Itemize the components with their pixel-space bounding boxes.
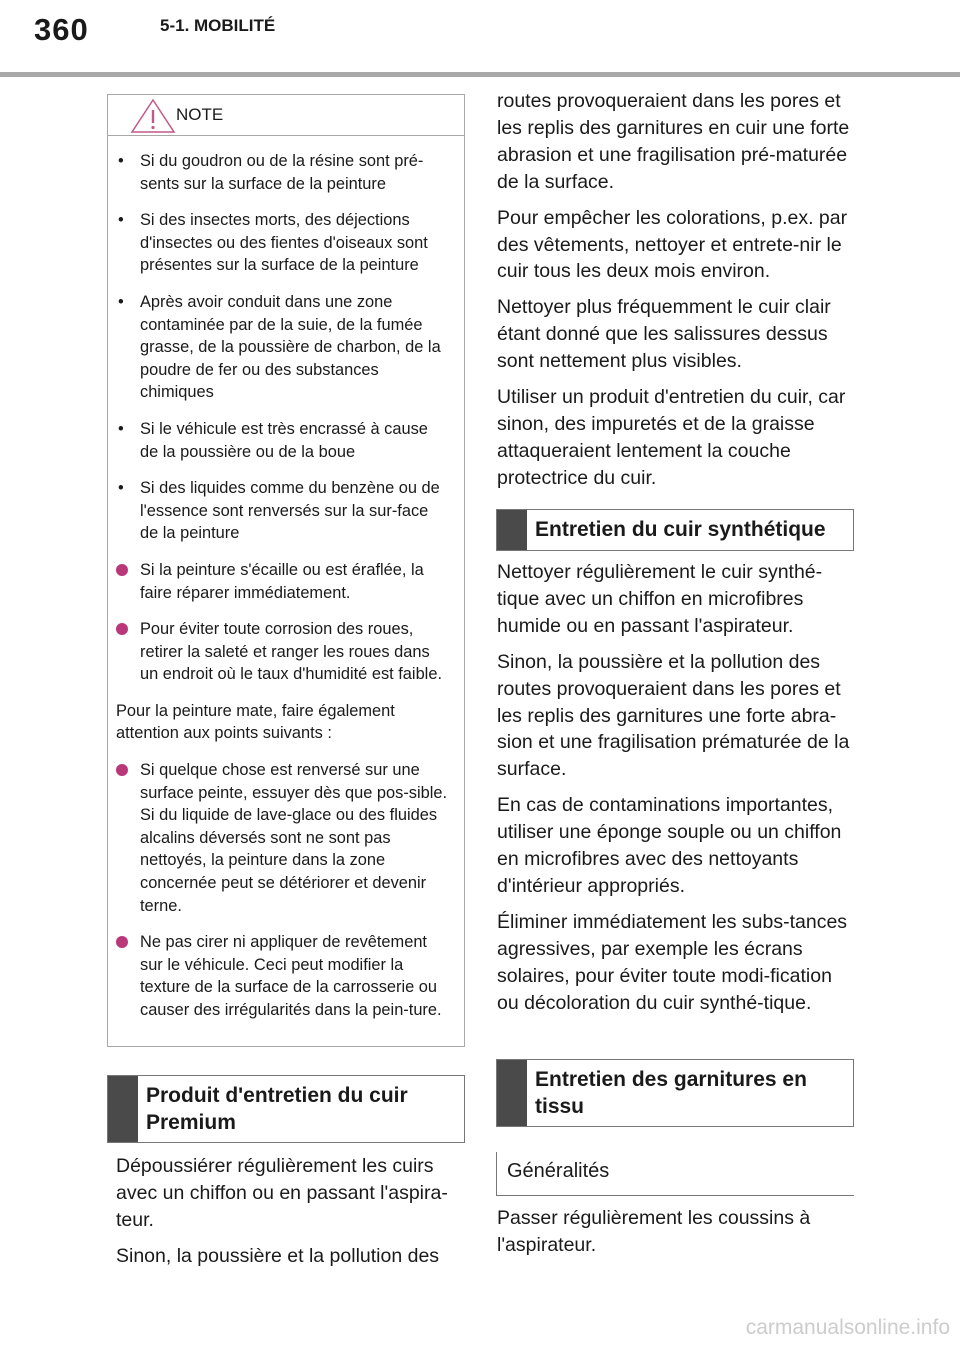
note-box: [107, 94, 465, 1047]
note-bullet-item: [116, 150, 450, 195]
right-column-text-synthetique: [497, 559, 857, 1026]
note-item-text: Si du goudron ou de la résine sont pré-sents sur la surface de la peinture: [140, 152, 424, 193]
page-header: [0, 0, 960, 76]
subheading-generalites: [496, 1152, 854, 1196]
bullet-mark-icon: •: [118, 479, 124, 498]
bullet-mark-icon: •: [118, 152, 124, 170]
chapter-title: 5-1. MOBILITÉ: [160, 16, 276, 35]
header-rule: [0, 72, 960, 77]
note-dot-item: [116, 931, 450, 1021]
right-column-text-tissu: [497, 1205, 857, 1268]
note-item-text: Si le véhicule est très encrassé à cause de la poussière ou de la boue: [140, 419, 428, 461]
note-item-text: Si des liquides comme du benzène ou de l'essence sont renversés sur la sur-face de la peinture: [140, 479, 440, 543]
note-item-text: Si quelque chose est renversé sur une surface peinte, essuyer dès que pos-sible. Si du liquide de lave-glace ou des fluides alcalins déversés sont ne sont pas nettoyés, la peinture dans la zone concernée peut se détériorer et devenir terne.: [140, 761, 448, 915]
paragraph: Sinon, la poussière et la pollution des routes provoqueraient dans les pores et les replis des garnitures une forte abra-sion et une fragilisation prématurée de la surface.: [497, 650, 850, 781]
section-heading-cuir-premium: [107, 1075, 465, 1143]
note-dot-item: [116, 559, 450, 604]
warning-triangle-icon: [130, 98, 176, 139]
bullet-mark-icon: •: [118, 419, 124, 438]
paragraph: En cas de contaminations importantes, utiliser une éponge souple ou un chiffon en microfibres avec des nettoyants d'intérieur appropriés.: [497, 794, 842, 897]
page-number: 360: [34, 12, 89, 47]
bullet-dot-icon: [116, 564, 128, 576]
note-paragraph: [116, 700, 450, 745]
note-bullet-item: [116, 209, 450, 277]
section-tab-marker: [497, 1060, 527, 1126]
note-item-text: Pour la peinture mate, faire également attention aux points suivants :: [116, 701, 395, 743]
section-heading-cuir-synthetique: [496, 509, 854, 551]
note-item-text: Pour éviter toute corrosion des roues, retirer la saleté et ranger les roues dans un endroit où le taux d'humidité est faible.: [140, 620, 442, 684]
note-item-text: Ne pas cirer ni appliquer de revêtement sur le véhicule. Ceci peut modifier la texture de la surface de la carrosserie ou causer des irrégularités dans la pein-ture.: [140, 933, 442, 1019]
note-bullet-item: [116, 477, 450, 545]
bullet-dot-icon: [116, 764, 128, 776]
note-header: [108, 95, 464, 136]
section-tab-marker: [497, 510, 527, 550]
note-dot-item: [116, 759, 450, 917]
paragraph: Éliminer immédiatement les subs-tances agressives, par exemple les écrans solaires, pour éviter toute modi-fication ou décoloration du cuir synthé-tique.: [497, 910, 848, 1014]
right-column-text-top: [497, 88, 857, 501]
section-heading-garnitures-tissu: [496, 1059, 854, 1127]
bullet-mark-icon: •: [118, 292, 124, 311]
section-heading-label: Entretien du cuir synthétique: [535, 518, 826, 541]
note-item-text: Si des insectes morts, des déjections d'insectes ou des fientes d'oiseaux sont présentes sur la surface de la peinture: [140, 211, 428, 275]
left-column-text: [116, 1153, 461, 1279]
watermark: carmanualsonline.info: [745, 1316, 950, 1339]
note-bullet-item: [116, 291, 450, 404]
section-heading-label: Entretien des garnitures en tissu: [535, 1068, 807, 1118]
paragraph: Utiliser un produit d'entretien du cuir, car sinon, des impuretés et de la graisse attaqueraient lentement la couche protectrice du cuir.: [497, 386, 846, 489]
note-item-text: Après avoir conduit dans une zone contaminée par de la suie, de la fumée grasse, de la poussière de charbon, de la poudre de fer ou des substances chimiques: [140, 292, 441, 402]
note-dot-item: [116, 618, 450, 686]
section-tab-marker: [108, 1076, 138, 1142]
subheading-label: Généralités: [507, 1160, 610, 1182]
note-bullet-item: [116, 418, 450, 463]
note-item-text: Si la peinture s'écaille ou est éraflée, la faire réparer immédiatement.: [140, 560, 424, 602]
paragraph: Nettoyer plus fréquemment le cuir clair étant donné que les salissures dessus sont nettement plus visibles.: [497, 296, 831, 373]
note-body: [108, 136, 464, 1022]
paragraph: Nettoyer régulièrement le cuir synthé-tique avec un chiffon en microfibres humide ou en passant l'aspirateur.: [497, 561, 823, 637]
paragraph: Passer régulièrement les coussins à l'aspirateur.: [497, 1207, 811, 1256]
section-heading-label: Produit d'entretien du cuir Premium: [146, 1084, 408, 1134]
bullet-mark-icon: •: [118, 211, 124, 230]
bullet-dot-icon: [116, 623, 128, 635]
paragraph: Dépoussiérer régulièrement les cuirs avec un chiffon ou en passant l'aspira-teur.: [116, 1155, 448, 1231]
paragraph: Pour empêcher les colorations, p.ex. par des vêtements, nettoyer et entrete-nir le cuir tous les deux mois environ.: [497, 206, 848, 283]
paragraph: Sinon, la poussière et la pollution des: [116, 1244, 440, 1267]
note-title: NOTE: [176, 105, 224, 124]
paragraph: routes provoqueraient dans les pores et les replis des garnitures en cuir une forte abrasion et une fragilisation pré-maturée de la surface.: [497, 90, 850, 193]
bullet-dot-icon: [116, 936, 128, 948]
